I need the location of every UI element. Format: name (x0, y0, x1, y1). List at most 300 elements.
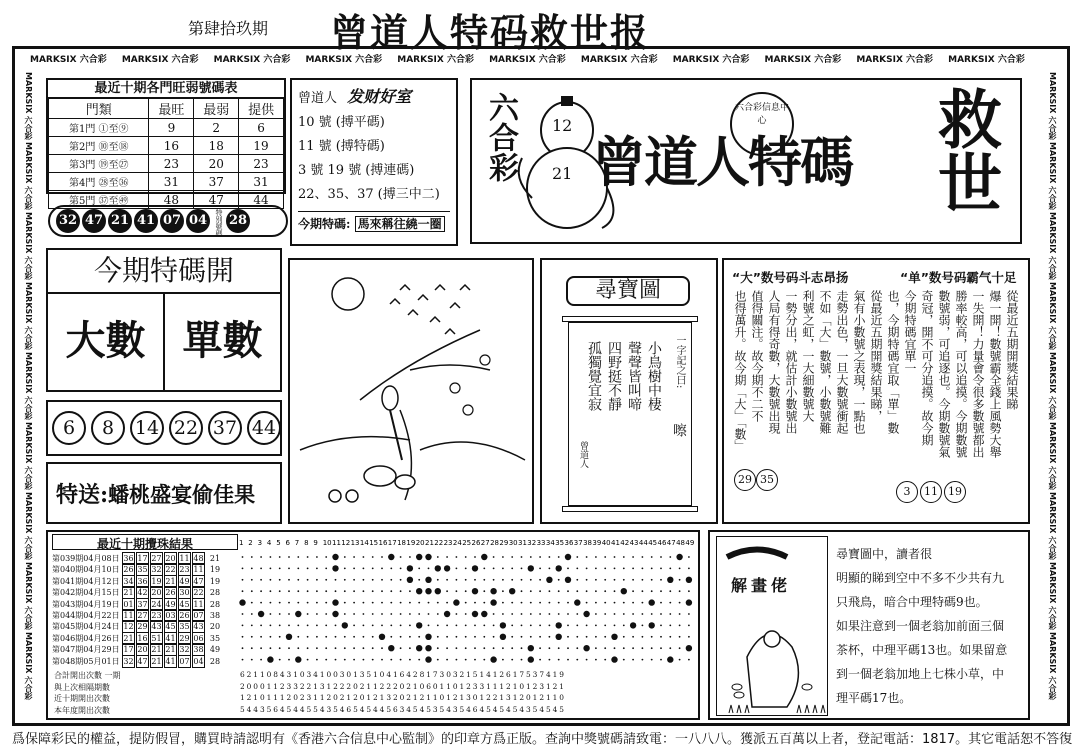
brand-strip-right (1040, 72, 1058, 712)
grid-column-number: 40 (601, 539, 611, 547)
scroll-paper (568, 322, 692, 506)
brand-logo: MARKSIX 六合彩 (397, 55, 474, 65)
grid-dot (474, 602, 476, 604)
grid-dot (530, 613, 532, 615)
puzzle-title: 解畫佬 (731, 573, 791, 596)
grid-dot (669, 613, 671, 615)
table-cell: 第4門 ㉘至㊱ (49, 173, 149, 191)
grid-dot (409, 556, 411, 558)
brand-logo: MARKSIX 六合彩 (213, 55, 291, 65)
grid-dot (688, 636, 690, 638)
footer-notice: 爲保障彩民的權益，提防假冒，購買時請認明有《香港六合信息中心監制》的印章方爲正版。查詢中獎號碼請致電：一八八八。獲派五百萬以上者，登記電話：1817。其它電話恕不答復 (12, 732, 1073, 747)
draw-issue: 第048期05月01日 (52, 656, 120, 666)
grid-dot (372, 568, 374, 570)
drawn-number-dot (444, 565, 450, 571)
grid-dot (344, 647, 346, 649)
grid-dot (316, 579, 318, 581)
result-single: 單數 (182, 317, 263, 364)
grid-column-number: 46 (657, 539, 667, 547)
draw-number: 41 (165, 656, 176, 666)
grid-dot (381, 613, 383, 615)
draw-special: 28 (209, 588, 221, 598)
draw-number: 36 (123, 554, 134, 563)
draw-number: 21 (165, 576, 176, 586)
article-column: 勝率較高，可以追摸。今期數號 (954, 290, 968, 458)
grid-dot (465, 602, 467, 604)
grid-dot (418, 602, 420, 604)
grid-dot (456, 568, 458, 570)
grid-dot (381, 568, 383, 570)
drawn-number-dot (425, 645, 431, 651)
result-number: 6 (52, 411, 86, 445)
grid-dot (316, 568, 318, 570)
drawn-number-dot (416, 645, 422, 651)
grid-dot (344, 602, 346, 604)
grid-dot (669, 647, 671, 649)
brand-logo: MARKSIX 六合彩 (305, 55, 383, 65)
grid-dot (642, 659, 644, 661)
table-cell: 31 (149, 173, 194, 191)
drawn-number-dot (630, 622, 636, 628)
grid-dot (437, 659, 439, 661)
grid-dot (669, 602, 671, 604)
draw-number: 16 (137, 633, 148, 643)
grid-dot (669, 568, 671, 570)
grid-dot (409, 590, 411, 592)
grid-dot (576, 590, 578, 592)
grid-dot (353, 568, 355, 570)
grid-column-number: 1 (239, 539, 244, 547)
grid-dot (623, 647, 625, 649)
grid-column-number: 32 (527, 539, 537, 547)
drawn-number-dot (416, 554, 422, 560)
draw-special: 35 (209, 633, 221, 643)
grid-dot (465, 556, 467, 558)
grid-dot (372, 579, 374, 581)
latest-draw-balls (48, 205, 288, 237)
grid-dot (669, 636, 671, 638)
grid-dot (651, 556, 653, 558)
grid-dot (353, 659, 355, 661)
drawn-number-dot (509, 588, 515, 594)
draw-number: 32 (179, 645, 190, 655)
draw-number: 45 (165, 622, 176, 632)
article-left-circles (734, 468, 778, 495)
special-gift-box (46, 462, 282, 524)
tips-signature: 发财好室 (347, 87, 412, 106)
brand-logo: MARKSIX 六合彩 (24, 282, 33, 351)
special-number-dot (490, 588, 496, 594)
grid-dot (316, 659, 318, 661)
grid-column-number: 8 (304, 539, 309, 547)
result-big: 大數 (48, 294, 165, 390)
grid-dot (242, 590, 244, 592)
draw-number: 45 (179, 599, 190, 609)
brand-logo: MARKSIX 六合彩 (121, 55, 199, 65)
tip-number: 3 號 19 號 (298, 163, 362, 178)
grid-dot (288, 625, 290, 627)
grid-dot (446, 590, 448, 592)
summary-label: 合計開出次數 一期 (54, 671, 121, 680)
grid-dot (381, 590, 383, 592)
grid-dot (493, 647, 495, 649)
tips-box (290, 78, 458, 246)
grid-dot (474, 659, 476, 661)
special-number-dot (416, 622, 422, 628)
grid-dot (270, 579, 272, 581)
grid-dot (511, 647, 513, 649)
grid-dot (530, 579, 532, 581)
grid-column-number: 41 (611, 539, 620, 547)
grid-dot (549, 556, 551, 558)
grid-dot (372, 613, 374, 615)
drawn-number-dot (528, 565, 534, 571)
grid-dot (381, 556, 383, 558)
draw-number: 36 (137, 576, 148, 586)
grid-dot (660, 647, 662, 649)
grid-dot (604, 659, 606, 661)
drawn-number-dot (583, 645, 589, 651)
grid-dot (502, 659, 504, 661)
grid-dot (465, 590, 467, 592)
scroll-rod-bottom (562, 506, 698, 512)
grid-dot (325, 613, 327, 615)
grid-dot (279, 568, 281, 570)
grid-dot (242, 636, 244, 638)
grid-dot (297, 602, 299, 604)
drawn-number-dot (472, 588, 478, 594)
grid-dot (539, 579, 541, 581)
grid-dot (279, 659, 281, 661)
grid-dot (669, 625, 671, 627)
table-row (49, 119, 284, 137)
drawn-number-dot (472, 565, 478, 571)
drawn-number-dot (388, 554, 394, 560)
grid-dot (474, 636, 476, 638)
draw-number: 21 (123, 588, 134, 598)
brand-logo: MARKSIX 六合彩 (672, 55, 750, 65)
grid-column-number: 31 (518, 539, 527, 547)
grid-dot (381, 602, 383, 604)
draw-number: 17 (123, 645, 134, 655)
article-circle: 35 (756, 469, 778, 491)
draw-number: 23 (151, 611, 162, 620)
grid-dot (642, 625, 644, 627)
draw-number: 38 (193, 645, 204, 655)
grid-dot (558, 590, 560, 592)
grid-dot (279, 613, 281, 615)
grid-dot (400, 579, 402, 581)
grid-dot (530, 625, 532, 627)
grid-column-number: 35 (555, 539, 565, 547)
drawn-number-dot (611, 634, 617, 640)
grid-dot (297, 556, 299, 558)
drawn-number-dot (425, 656, 431, 662)
grid-dot (604, 636, 606, 638)
treasure-box (540, 258, 718, 524)
grid-column-number: 43 (629, 539, 639, 547)
table-header: 最弱 (194, 99, 239, 119)
grid-dot (539, 568, 541, 570)
grid-dot (595, 659, 597, 661)
draw-number: 29 (137, 622, 148, 632)
grid-dot (549, 613, 551, 615)
grid-dot (251, 625, 253, 627)
drawn-number-dot (425, 588, 431, 594)
table-cell: 23 (239, 155, 284, 173)
grid-dot (586, 590, 588, 592)
table-cell: 9 (149, 119, 194, 137)
grid-dot (446, 556, 448, 558)
poem-header: 一字記之曰: (674, 335, 685, 389)
result-number: 14 (130, 411, 164, 445)
grid-dot (614, 579, 616, 581)
draw-number: 20 (151, 588, 162, 598)
masthead-seal (730, 92, 794, 156)
grid-dot (437, 613, 439, 615)
draw-issue: 第045期04月24日 (52, 622, 120, 632)
grid-dot (614, 647, 616, 649)
tip-line (298, 183, 450, 207)
grid-dot (511, 568, 513, 570)
drawn-number-dot (686, 577, 692, 583)
grid-column-number: 20 (415, 539, 425, 547)
grid-dot (558, 647, 560, 649)
grid-dot (614, 590, 616, 592)
grid-dot (446, 636, 448, 638)
grid-dot (660, 568, 662, 570)
tip-note: (搏三中二) (377, 187, 440, 202)
grid-column-number: 3 (257, 539, 263, 547)
grid-column-number: 6 (285, 539, 290, 547)
grid-dot (456, 556, 458, 558)
grid-dot (307, 647, 309, 649)
drawn-number-dot (565, 554, 571, 560)
grid-dot (456, 625, 458, 627)
special-label: 特別號碼 (215, 209, 223, 237)
grid-dot (642, 568, 644, 570)
page-title: 曾道人特码救世报 (330, 10, 651, 55)
grid-column-number: 30 (508, 539, 518, 547)
bird-tree-illustration (290, 260, 534, 524)
grid-dot (679, 568, 681, 570)
grid-dot (688, 613, 690, 615)
poem-answer: 嚓 (671, 423, 687, 437)
grid-dot (549, 590, 551, 592)
grid-dot (297, 568, 299, 570)
grid-dot (521, 659, 523, 661)
grid-dot (409, 625, 411, 627)
grid-dot (679, 602, 681, 604)
grid-dot (372, 556, 374, 558)
brand-logo: MARKSIX 六合彩 (1048, 632, 1057, 701)
masthead-title-big: 救世 (927, 86, 1002, 214)
tips-special-text: 馬來稱往繞一圈 (355, 216, 445, 232)
draw-special: 28 (209, 599, 221, 609)
draw-number: 01 (123, 599, 134, 609)
grid-dot (595, 590, 597, 592)
grid-column-number: 48 (676, 539, 686, 547)
grid-dot (344, 556, 346, 558)
grid-dot (325, 568, 327, 570)
draw-number: 26 (165, 588, 176, 598)
brand-logo: MARKSIX 六合彩 (24, 632, 33, 701)
draw-issue: 第044期04月22日 (52, 611, 120, 620)
drawn-number-dot (267, 656, 273, 662)
grid-column-number: 9 (313, 539, 318, 547)
special-ball: 28 (226, 209, 250, 233)
poem-column: 孤獨覺宜寂 (586, 341, 602, 411)
grid-dot (297, 636, 299, 638)
grid-dot (390, 590, 392, 592)
grid-dot (316, 556, 318, 558)
drawn-number-dot (388, 645, 394, 651)
grid-dot (632, 647, 634, 649)
summary-values: 2 0 0 0 1 1 2 3 3 2 2 1 3 1 2 2 2 0 2 1 1 2 2 2 0 2 1 0 6 0 1 1 0 1 2 3 3 1 1 1 2 1 0 1 2 3 1 2 1 (240, 681, 564, 691)
brand-logo: MARKSIX 六合彩 (1048, 212, 1057, 281)
article-box (722, 258, 1030, 524)
grid-dot (502, 568, 504, 570)
grid-dot (679, 659, 681, 661)
grid-dot (549, 647, 551, 649)
grid-dot (632, 556, 634, 558)
brand-logo: MARKSIX 六合彩 (580, 55, 658, 65)
puzzle-illustration (716, 536, 828, 716)
grid-dot (595, 636, 597, 638)
draw-number: 24 (151, 599, 162, 609)
summary-values: 1 2 1 0 1 1 1 2 0 2 3 1 1 2 0 2 1 2 0 1 2 1 3 2 0 2 1 2 1 1 0 1 2 1 3 0 1 2 2 1 3 1 2 0 1 2 1 1 0 (240, 693, 564, 702)
grid-dot (297, 625, 299, 627)
grid-dot (288, 556, 290, 558)
draw-number: 11 (179, 554, 190, 563)
brand-logo: MARKSIX 六合彩 (1048, 72, 1057, 141)
table-cell: 37 (194, 173, 239, 191)
grid-dot (539, 659, 541, 661)
drawn-number-dot (435, 565, 441, 571)
brand-logo: MARKSIX 六合彩 (1048, 492, 1057, 561)
grid-dot (400, 602, 402, 604)
special-number-dot (556, 634, 562, 640)
grid-dot (595, 568, 597, 570)
draw-special: 38 (209, 611, 221, 620)
drawn-number-dot (686, 599, 692, 605)
grid-dot (288, 647, 290, 649)
draw-issue: 第047期04月29日 (52, 645, 120, 655)
grid-dot (335, 659, 337, 661)
draw-number: 34 (123, 576, 134, 586)
grid-column-number: 12 (341, 539, 351, 547)
grid-dot (242, 579, 244, 581)
grid-dot (353, 647, 355, 649)
article-column: 氣有小數號之表現，一點也 (852, 290, 866, 434)
grid-dot (372, 602, 374, 604)
grid-dot (576, 625, 578, 627)
grid-dot (260, 647, 262, 649)
grid-dot (586, 636, 588, 638)
grid-dot (456, 636, 458, 638)
grid-dot (400, 590, 402, 592)
grid-dot (390, 659, 392, 661)
grid-dot (251, 590, 253, 592)
grid-column-number: 28 (490, 539, 500, 547)
grid-dot (651, 636, 653, 638)
grid-dot (632, 636, 634, 638)
grid-dot (428, 613, 430, 615)
brand-logo: MARKSIX 六合彩 (24, 142, 33, 211)
draw-number: 17 (137, 554, 148, 563)
seal-text: 六合彩信息中心 (734, 103, 789, 126)
grid-dot (344, 659, 346, 661)
draw-number: 35 (137, 565, 148, 575)
special-number-dot (686, 645, 692, 651)
grid-column-number: 36 (564, 539, 574, 547)
puzzle-line: 明顯的睇到空中不多不少共有九 (836, 571, 1005, 585)
result-box (46, 248, 282, 392)
grid-dot (521, 568, 523, 570)
article-circle: 11 (920, 481, 942, 503)
grid-dot (307, 659, 309, 661)
draw-special: 21 (209, 554, 221, 563)
grid-dot (539, 636, 541, 638)
grid-dot (660, 579, 662, 581)
grid-column-number: 25 (462, 539, 472, 547)
grid-dot (651, 590, 653, 592)
grid-dot (549, 568, 551, 570)
summary-values: 6 2 1 1 0 8 4 3 1 0 3 4 1 0 0 3 0 1 3 5 1 0 4 1 6 4 2 8 1 7 3 0 3 2 1 5 1 4 1 2 6 1 7 5 3 7 4 1 9 (240, 670, 564, 679)
draw-number: 21 (123, 633, 134, 643)
draw-number: 19 (151, 576, 162, 586)
grid-dot (521, 579, 523, 581)
grid-dot (493, 625, 495, 627)
grid-dot (251, 579, 253, 581)
grid-dot (307, 613, 309, 615)
grid-column-number: 4 (266, 539, 272, 547)
draw-number: 04 (193, 656, 204, 666)
grid-dot (353, 625, 355, 627)
grid-dot (623, 625, 625, 627)
grid-column-number: 7 (294, 539, 300, 547)
drawn-number-dot (425, 577, 431, 583)
draw-number: 07 (179, 656, 190, 666)
grid-dot (604, 590, 606, 592)
draw-number: 26 (179, 611, 190, 620)
grid-dot (623, 613, 625, 615)
brand-logo: MARKSIX 六合彩 (948, 55, 1025, 65)
drawn-number-dot (556, 622, 562, 628)
grid-column-number: 45 (648, 539, 658, 547)
grid-dot (279, 556, 281, 558)
grid-dot (595, 602, 597, 604)
grid-dot (483, 625, 485, 627)
grid-dot (437, 602, 439, 604)
grid-dot (586, 625, 588, 627)
grid-dot (632, 659, 634, 661)
grid-dot (260, 636, 262, 638)
puzzle-line: 尋寶圖中，讀者很 (836, 547, 933, 561)
grid-dot (539, 556, 541, 558)
grid-dot (325, 659, 327, 661)
brand-logo: MARKSIX 六合彩 (856, 55, 934, 65)
brand-logo: MARKSIX 六合彩 (1048, 282, 1057, 351)
article-circle: 3 (896, 481, 918, 503)
grid-dot (595, 625, 597, 627)
article-right-circles (896, 480, 968, 503)
table-cell: 6 (239, 119, 284, 137)
grid-dot (400, 647, 402, 649)
issue-label: 第肆拾玖期 (188, 19, 269, 38)
draw-ball: 21 (108, 209, 132, 233)
grid-dot (456, 647, 458, 649)
